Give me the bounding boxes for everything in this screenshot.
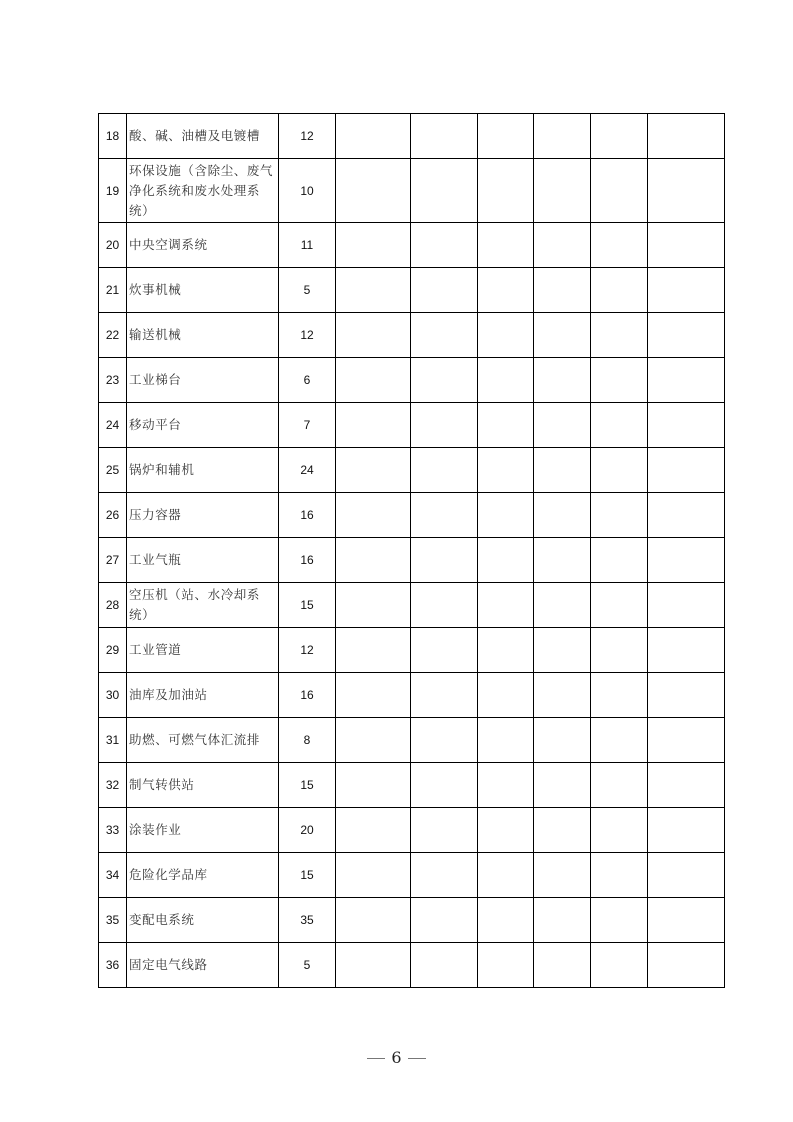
item-score: 5: [279, 268, 336, 313]
empty-cell-3[interactable]: [478, 718, 534, 763]
empty-cell-2[interactable]: [411, 268, 478, 313]
empty-cell-2[interactable]: [411, 223, 478, 268]
row-number: 29: [99, 628, 127, 673]
empty-cell-5[interactable]: [591, 583, 648, 628]
empty-cell-1[interactable]: [336, 268, 411, 313]
empty-cell-2[interactable]: [411, 943, 478, 988]
table-row: [99, 898, 725, 943]
item-score: 24: [279, 448, 336, 493]
empty-cell-5[interactable]: [591, 268, 648, 313]
empty-cell-2[interactable]: [411, 808, 478, 853]
item-score: 5: [279, 943, 336, 988]
row-number: 22: [99, 313, 127, 358]
empty-cell-6[interactable]: [648, 448, 725, 493]
item-score: 20: [279, 808, 336, 853]
empty-cell-1[interactable]: [336, 313, 411, 358]
empty-cell-4[interactable]: [534, 313, 591, 358]
empty-cell-2[interactable]: [411, 358, 478, 403]
item-name: 危险化学品库: [127, 853, 279, 898]
item-score: 35: [279, 898, 336, 943]
table-body: [99, 114, 725, 988]
footer-dash-right: [408, 1058, 426, 1060]
empty-cell-3[interactable]: [478, 538, 534, 583]
row-number: 24: [99, 403, 127, 448]
item-name: 中央空调系统: [127, 223, 279, 268]
empty-cell-5[interactable]: [591, 943, 648, 988]
item-name: 炊事机械: [127, 268, 279, 313]
empty-cell-1[interactable]: [336, 403, 411, 448]
empty-cell-4[interactable]: [534, 808, 591, 853]
item-score: 15: [279, 853, 336, 898]
empty-cell-1[interactable]: [336, 673, 411, 718]
empty-cell-3[interactable]: [478, 358, 534, 403]
empty-cell-2[interactable]: [411, 673, 478, 718]
empty-cell-2[interactable]: [411, 538, 478, 583]
item-score: 12: [279, 313, 336, 358]
empty-cell-6[interactable]: [648, 268, 725, 313]
item-score: 15: [279, 763, 336, 808]
row-number: 36: [99, 943, 127, 988]
empty-cell-3[interactable]: [478, 628, 534, 673]
empty-cell-6[interactable]: [648, 313, 725, 358]
empty-cell-6[interactable]: [648, 493, 725, 538]
empty-cell-3[interactable]: [478, 114, 534, 159]
table-row: [99, 673, 725, 718]
empty-cell-6[interactable]: [648, 718, 725, 763]
empty-cell-4[interactable]: [534, 493, 591, 538]
item-score: 12: [279, 628, 336, 673]
empty-cell-4[interactable]: [534, 628, 591, 673]
empty-cell-5[interactable]: [591, 538, 648, 583]
empty-cell-2[interactable]: [411, 403, 478, 448]
empty-cell-4[interactable]: [534, 898, 591, 943]
empty-cell-4[interactable]: [534, 943, 591, 988]
table-row: [99, 223, 725, 268]
item-name: 工业管道: [127, 628, 279, 673]
table-row: [99, 628, 725, 673]
item-name: 变配电系统: [127, 898, 279, 943]
row-number: 28: [99, 583, 127, 628]
table-row: [99, 943, 725, 988]
empty-cell-3[interactable]: [478, 673, 534, 718]
item-name: 环保设施（含除尘、废气净化系统和废水处理系统）: [127, 159, 279, 223]
page-number: 6: [391, 1048, 402, 1067]
empty-cell-1[interactable]: [336, 358, 411, 403]
empty-cell-1[interactable]: [336, 808, 411, 853]
empty-cell-1[interactable]: [336, 763, 411, 808]
empty-cell-2[interactable]: [411, 114, 478, 159]
item-name: 助燃、可燃气体汇流排: [127, 718, 279, 763]
row-number: 33: [99, 808, 127, 853]
empty-cell-3[interactable]: [478, 268, 534, 313]
empty-cell-3[interactable]: [478, 159, 534, 223]
item-score: 16: [279, 538, 336, 583]
empty-cell-1[interactable]: [336, 159, 411, 223]
inspection-score-table: [98, 113, 725, 988]
empty-cell-3[interactable]: [478, 223, 534, 268]
row-number: 31: [99, 718, 127, 763]
empty-cell-4[interactable]: [534, 718, 591, 763]
row-number: 32: [99, 763, 127, 808]
row-number: 19: [99, 159, 127, 223]
empty-cell-6[interactable]: [648, 538, 725, 583]
table-row: [99, 114, 725, 159]
item-name: 工业气瓶: [127, 538, 279, 583]
empty-cell-3[interactable]: [478, 583, 534, 628]
empty-cell-6[interactable]: [648, 898, 725, 943]
empty-cell-4[interactable]: [534, 268, 591, 313]
row-number: 25: [99, 448, 127, 493]
item-score: 16: [279, 673, 336, 718]
item-score: 15: [279, 583, 336, 628]
table-row: [99, 583, 725, 628]
item-name: 锅炉和辅机: [127, 448, 279, 493]
table-row: [99, 538, 725, 583]
row-number: 35: [99, 898, 127, 943]
empty-cell-2[interactable]: [411, 628, 478, 673]
empty-cell-6[interactable]: [648, 673, 725, 718]
empty-cell-2[interactable]: [411, 763, 478, 808]
item-score: 6: [279, 358, 336, 403]
empty-cell-3[interactable]: [478, 493, 534, 538]
empty-cell-4[interactable]: [534, 448, 591, 493]
empty-cell-2[interactable]: [411, 583, 478, 628]
item-name: 移动平台: [127, 403, 279, 448]
empty-cell-6[interactable]: [648, 159, 725, 223]
empty-cell-3[interactable]: [478, 898, 534, 943]
empty-cell-5[interactable]: [591, 114, 648, 159]
empty-cell-6[interactable]: [648, 114, 725, 159]
empty-cell-3[interactable]: [478, 403, 534, 448]
empty-cell-5[interactable]: [591, 853, 648, 898]
empty-cell-4[interactable]: [534, 403, 591, 448]
empty-cell-4[interactable]: [534, 114, 591, 159]
empty-cell-6[interactable]: [648, 628, 725, 673]
empty-cell-5[interactable]: [591, 223, 648, 268]
empty-cell-1[interactable]: [336, 943, 411, 988]
empty-cell-4[interactable]: [534, 853, 591, 898]
item-score: 7: [279, 403, 336, 448]
empty-cell-1[interactable]: [336, 493, 411, 538]
empty-cell-5[interactable]: [591, 763, 648, 808]
empty-cell-1[interactable]: [336, 538, 411, 583]
empty-cell-5[interactable]: [591, 898, 648, 943]
empty-cell-4[interactable]: [534, 223, 591, 268]
empty-cell-6[interactable]: [648, 403, 725, 448]
row-number: 30: [99, 673, 127, 718]
empty-cell-5[interactable]: [591, 673, 648, 718]
empty-cell-6[interactable]: [648, 808, 725, 853]
empty-cell-4[interactable]: [534, 763, 591, 808]
empty-cell-5[interactable]: [591, 159, 648, 223]
table-row: [99, 268, 725, 313]
item-name: 输送机械: [127, 313, 279, 358]
page-footer: [0, 1048, 793, 1067]
table-row: [99, 358, 725, 403]
row-number: 27: [99, 538, 127, 583]
empty-cell-1[interactable]: [336, 628, 411, 673]
empty-cell-6[interactable]: [648, 223, 725, 268]
item-name: 涂装作业: [127, 808, 279, 853]
empty-cell-5[interactable]: [591, 403, 648, 448]
empty-cell-6[interactable]: [648, 583, 725, 628]
row-number: 34: [99, 853, 127, 898]
empty-cell-6[interactable]: [648, 943, 725, 988]
table-row: [99, 403, 725, 448]
empty-cell-5[interactable]: [591, 628, 648, 673]
item-name: 油库及加油站: [127, 673, 279, 718]
item-name: 工业梯台: [127, 358, 279, 403]
empty-cell-6[interactable]: [648, 853, 725, 898]
empty-cell-4[interactable]: [534, 673, 591, 718]
empty-cell-3[interactable]: [478, 853, 534, 898]
item-name: 固定电气线路: [127, 943, 279, 988]
empty-cell-3[interactable]: [478, 943, 534, 988]
item-score: 11: [279, 223, 336, 268]
empty-cell-3[interactable]: [478, 448, 534, 493]
empty-cell-6[interactable]: [648, 358, 725, 403]
item-score: 10: [279, 159, 336, 223]
empty-cell-2[interactable]: [411, 898, 478, 943]
empty-cell-1[interactable]: [336, 898, 411, 943]
table-row: [99, 448, 725, 493]
table-row: [99, 808, 725, 853]
empty-cell-5[interactable]: [591, 313, 648, 358]
row-number: 23: [99, 358, 127, 403]
table-row: [99, 313, 725, 358]
empty-cell-2[interactable]: [411, 853, 478, 898]
empty-cell-3[interactable]: [478, 808, 534, 853]
empty-cell-3[interactable]: [478, 313, 534, 358]
empty-cell-5[interactable]: [591, 808, 648, 853]
row-number: 21: [99, 268, 127, 313]
empty-cell-5[interactable]: [591, 448, 648, 493]
empty-cell-2[interactable]: [411, 448, 478, 493]
empty-cell-1[interactable]: [336, 583, 411, 628]
item-name: 空压机（站、水冷却系统）: [127, 583, 279, 628]
empty-cell-1[interactable]: [336, 114, 411, 159]
empty-cell-1[interactable]: [336, 223, 411, 268]
empty-cell-2[interactable]: [411, 718, 478, 763]
table-row: [99, 853, 725, 898]
item-score: 16: [279, 493, 336, 538]
empty-cell-2[interactable]: [411, 159, 478, 223]
empty-cell-1[interactable]: [336, 448, 411, 493]
empty-cell-5[interactable]: [591, 358, 648, 403]
empty-cell-2[interactable]: [411, 313, 478, 358]
table-row: [99, 763, 725, 808]
empty-cell-4[interactable]: [534, 583, 591, 628]
item-name: 制气转供站: [127, 763, 279, 808]
item-score: 12: [279, 114, 336, 159]
table-row: [99, 159, 725, 223]
row-number: 20: [99, 223, 127, 268]
empty-cell-1[interactable]: [336, 718, 411, 763]
item-name: 压力容器: [127, 493, 279, 538]
empty-cell-4[interactable]: [534, 538, 591, 583]
table-row: [99, 493, 725, 538]
empty-cell-4[interactable]: [534, 159, 591, 223]
item-score: 8: [279, 718, 336, 763]
row-number: 18: [99, 114, 127, 159]
empty-cell-1[interactable]: [336, 853, 411, 898]
empty-cell-4[interactable]: [534, 358, 591, 403]
row-number: 26: [99, 493, 127, 538]
item-name: 酸、碱、油槽及电镀槽: [127, 114, 279, 159]
empty-cell-5[interactable]: [591, 493, 648, 538]
empty-cell-2[interactable]: [411, 493, 478, 538]
empty-cell-6[interactable]: [648, 763, 725, 808]
table-row: [99, 718, 725, 763]
empty-cell-3[interactable]: [478, 763, 534, 808]
footer-dash-left: [367, 1058, 385, 1060]
empty-cell-5[interactable]: [591, 718, 648, 763]
